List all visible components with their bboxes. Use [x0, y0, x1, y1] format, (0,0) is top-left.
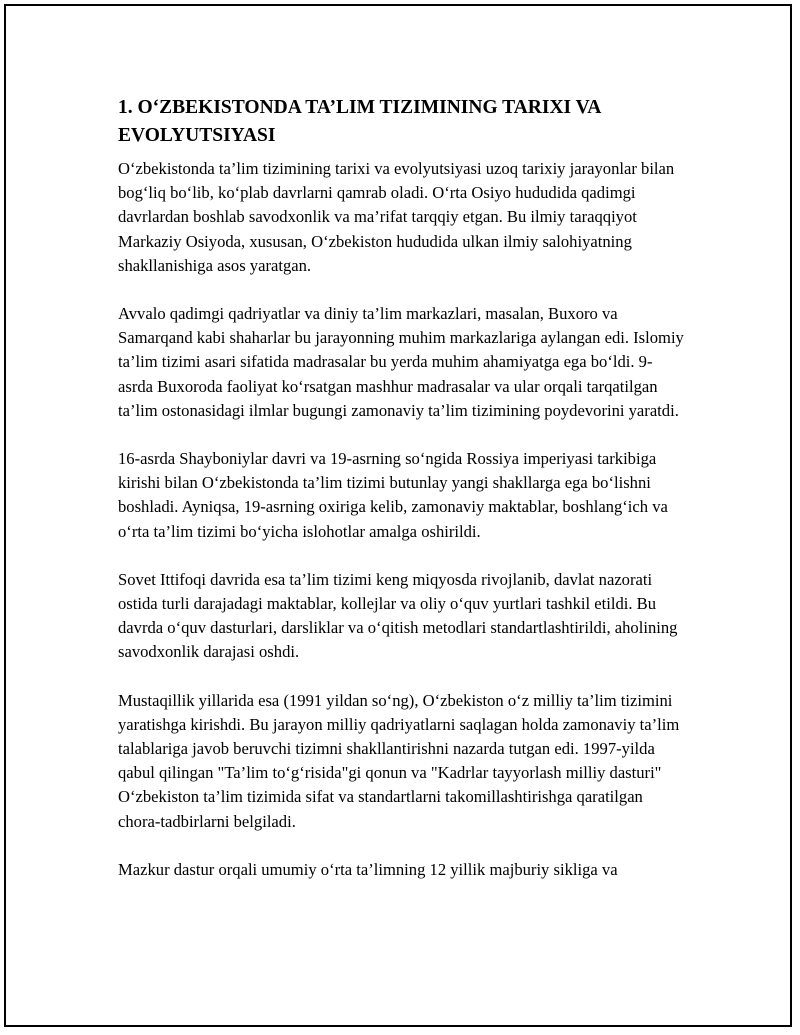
paragraph-4: Sovet Ittifoqi davrida esa ta’lim tizimi keng miqyosda rivojlanib, davlat nazorati ostida turli darajadagi maktablar, kollejlar va oliy o‘quv yurtlari tashkil etildi. Bu davrda o‘quv dasturlari, darsliklar va o‘qitish metodlari standartlashtirildi, aholining savodxonlik darajasi oshdi.	[118, 569, 678, 662]
section-heading: 1. O‘ZBEKISTONDA TA’LIM TIZIMINING TARIXI VA EVOLYUTSIYASI	[118, 97, 601, 146]
paragraph-6: Mazkur dastur orqali umumiy o‘rta ta’limning 12 yillik majburiy sikliga va	[118, 859, 618, 879]
paragraph-1: O‘zbekistonda ta’lim tizimining tarixi va evolyutsiyasi uzoq tarixiy jarayonlar bilan bog‘liq bo‘lib, ko‘plab davrlarni qamrab oladi. O‘rta Osiyo hududida qadimgi davrlardan boshlab savodxonlik va ma’rifat tarqqiy etgan. Bu ilmiy taraqqiyot Markaziy Osiyoda, xususan, O‘zbekiston hududida ulkan ilmiy salohiyatning shakllanishiga asos yaratgan.	[118, 159, 675, 275]
paragraph-2: Avvalo qadimgi qadriyatlar va diniy ta’lim markazlari, masalan, Buxoro va Samarqand kabi shaharlar bu jarayonning muhim markazlariga aylangan edi. Islomiy ta’lim tizimi asari sifatida madrasalar bu yerda muhim ahamiyatga ega bo‘ldi. 9-asrda Buxoroda faoliyat ko‘rsatgan mashhur madrasalar va ular orqali tarqatilgan ta’lim ostonasidagi ilmlar bugungi zamonaviy ta’lim tizimining poydevorini yaratdi.	[118, 304, 684, 420]
document-body	[118, 94, 686, 906]
paragraph-5: Mustaqillik yillarida esa (1991 yildan so‘ng), O‘zbekiston o‘z milliy ta’lim tizimini yaratishga kirishdi. Bu jarayon milliy qadriyatlarni saqlagan holda zamonaviy ta’lim talablariga javob beruvchi tizimni shakllantirishni nazarda tutgan edi. 1997-yilda qabul qilingan "Ta’lim to‘g‘risida"gi qonun va "Kadrlar tayyorlash milliy dasturi" O‘zbekiston ta’lim tizimida sifat va standartlarni takomillashtirishga qaratilgan chora-tadbirlarni belgiladi.	[118, 690, 680, 831]
paragraph-3: 16-asrda Shayboniylar davri va 19-asrning so‘ngida Rossiya imperiyasi tarkibiga kirishi bilan O‘zbekistonda ta’lim tizimi butunlay yangi shakllarga ega bo‘lishni boshladi. Ayniqsa, 19-asrning oxiriga kelib, zamonaviy maktablar, boshlang‘ich va o‘rta ta’lim tizimi bo‘yicha islohotlar amalga oshirildi.	[118, 449, 668, 541]
